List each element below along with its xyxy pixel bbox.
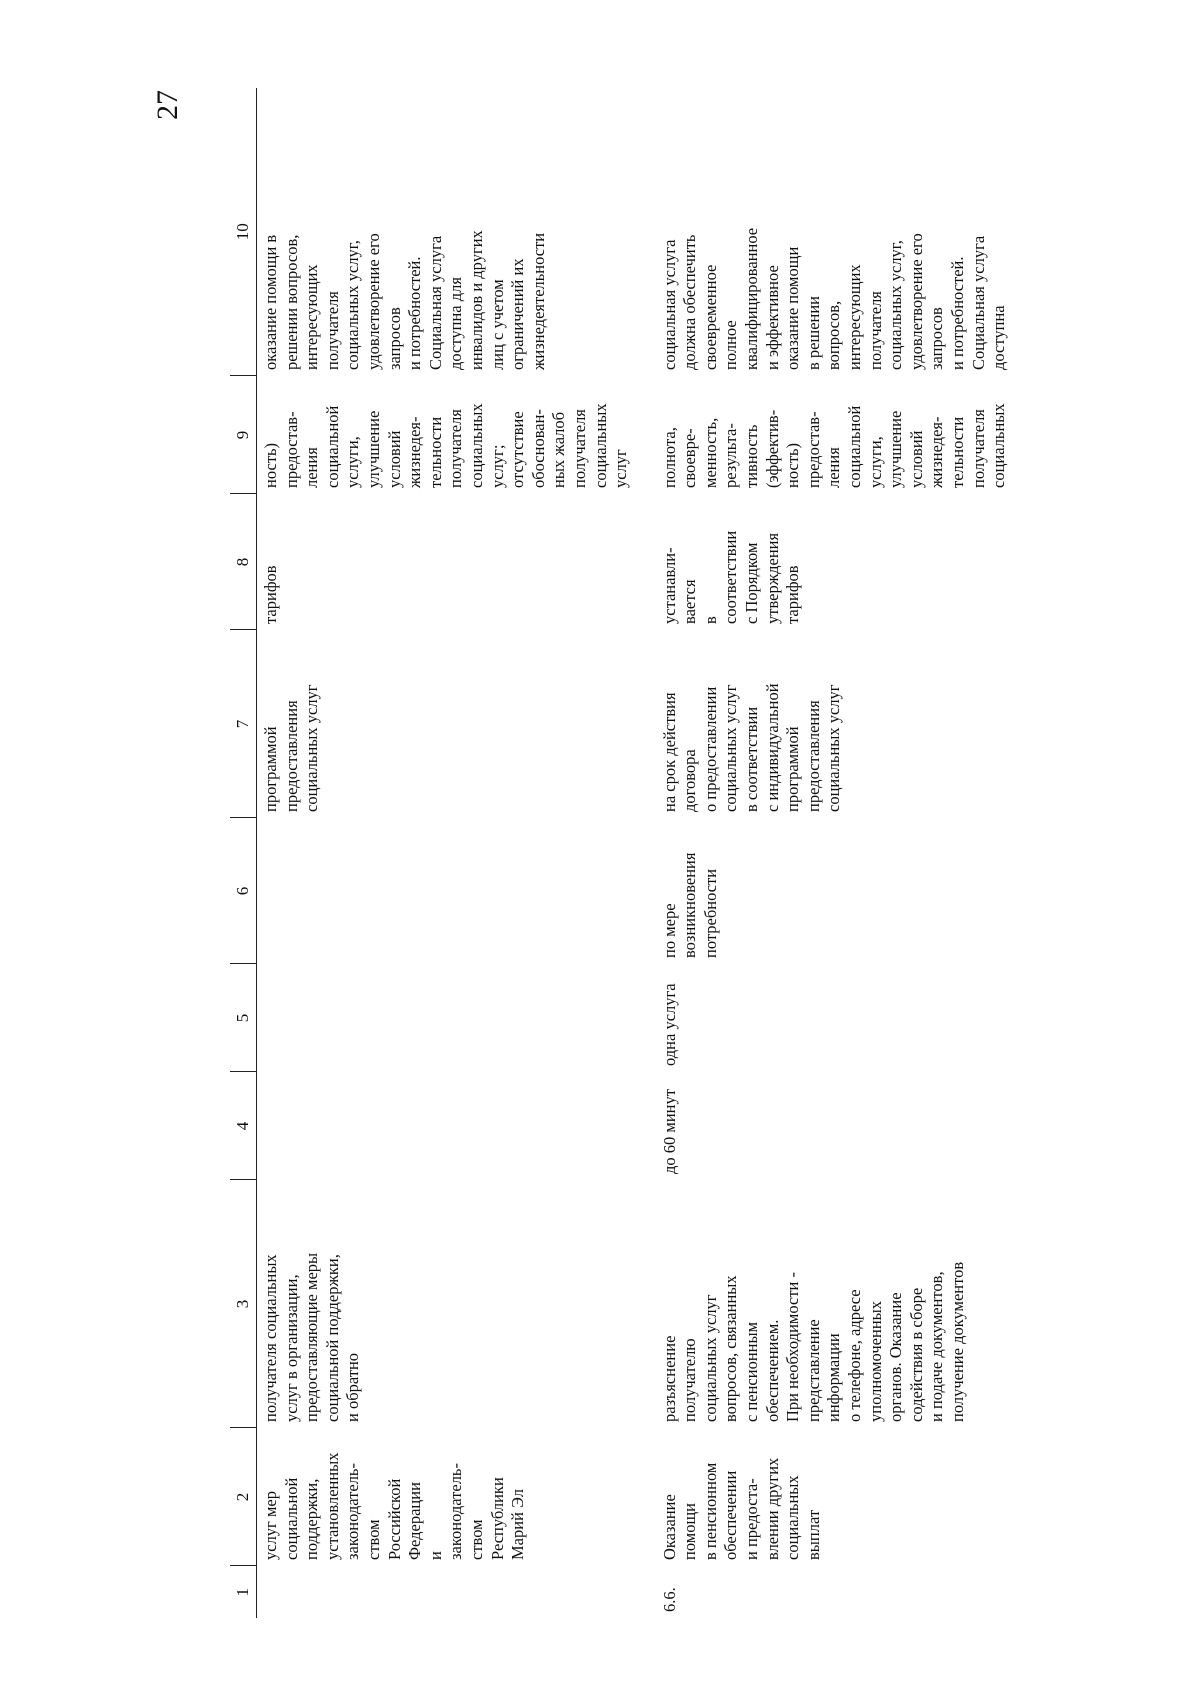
cell-periodicity: по мере возникновения потребности: [659, 852, 720, 958]
cell-time: до 60 минут: [659, 1089, 679, 1174]
col-header-8: 8: [230, 494, 257, 630]
cell-unit: [257, 964, 640, 1072]
table-row: [654, 88, 1018, 1618]
cell-description: разъяснение получателю социальных услуг вопросов, связанных с пенсионным обеспечением. При необходимости - представление информации о телефоне, адресе уполномоченных органов. Оказание содействия в сборе и подаче документов, получение документов: [659, 1261, 967, 1422]
header-row: [230, 88, 257, 1618]
cell-periodicity: [257, 818, 640, 964]
col-header-7: 7: [230, 630, 257, 818]
page-number: 27: [151, 90, 184, 120]
cell-description: получателя социальных услуг в организации, предоставляющие меры социальной поддержки, и обратно: [261, 1252, 363, 1422]
row-spacer: [640, 88, 654, 1618]
cell-num: 6.6.: [659, 1587, 679, 1612]
col-header-5: 5: [230, 964, 257, 1072]
social-services-table: [230, 88, 1018, 1618]
cell-tariff: устанавли- вается в соответствии с Порядком утверждения тарифов: [659, 530, 803, 624]
cell-indicators: полнота, своевре- менность, результа- тивность (эффектив- ность) предостав- ления социальной услуги, улучшение условий жизнедея- тельности получателя социальных: [659, 403, 1009, 488]
cell-indicators: ность) предостав- ления социальной услуги, улучшение условий жизнедея- тельности получателя социальных услуг; отсутствие обоснован- ных жалоб получателя социальных услуг: [261, 403, 631, 488]
cell-unit: одна услуга: [659, 983, 679, 1066]
table-row: [257, 88, 640, 1618]
col-header-9: 9: [230, 376, 257, 494]
col-header-3: 3: [230, 1180, 257, 1428]
service-table-container: [230, 88, 1009, 1618]
col-header-4: 4: [230, 1072, 257, 1180]
cell-term: программой предоставления социальных услуг: [261, 684, 322, 812]
col-header-6: 6: [230, 818, 257, 964]
col-header-1: 1: [230, 1566, 257, 1618]
cell-service-name: услуг мер социальной поддержки, установленных законодатель- ством Российской Федерации и законодатель- ством Республики Марий Эл: [261, 1452, 528, 1560]
col-header-10: 10: [230, 88, 257, 376]
col-header-2: 2: [230, 1428, 257, 1566]
cell-time: [257, 1072, 640, 1180]
cell-num: [257, 1566, 640, 1618]
cell-service-name: Оказание помощи в пенсионном обеспечении и предоста- влении других социальных выплат: [659, 1457, 823, 1560]
cell-conditions: социальная услуга должна обеспечить своевременное полное квалифицированное и эффективное оказание помощи в решении вопросов, интересующих получателя социальных услуг, удовлетворение его запросов и потребностей. Социальная услуга доступна: [659, 227, 1009, 370]
cell-conditions: оказание помощи в решении вопросов, интересующих получателя социальных услуг, удовлетворение его запросов и потребностей. Социальная услуга доступна для инвалидов и других лиц с учетом ограничений их жизнедеятельности: [261, 230, 548, 370]
cell-term: на срок действия договора о предоставлении социальных услуг в соответствии с индивидуальной программой предоставления социальных услуг: [659, 683, 844, 812]
cell-tariff: тарифов: [261, 565, 280, 624]
service-table-rotated: [230, 88, 1009, 1618]
